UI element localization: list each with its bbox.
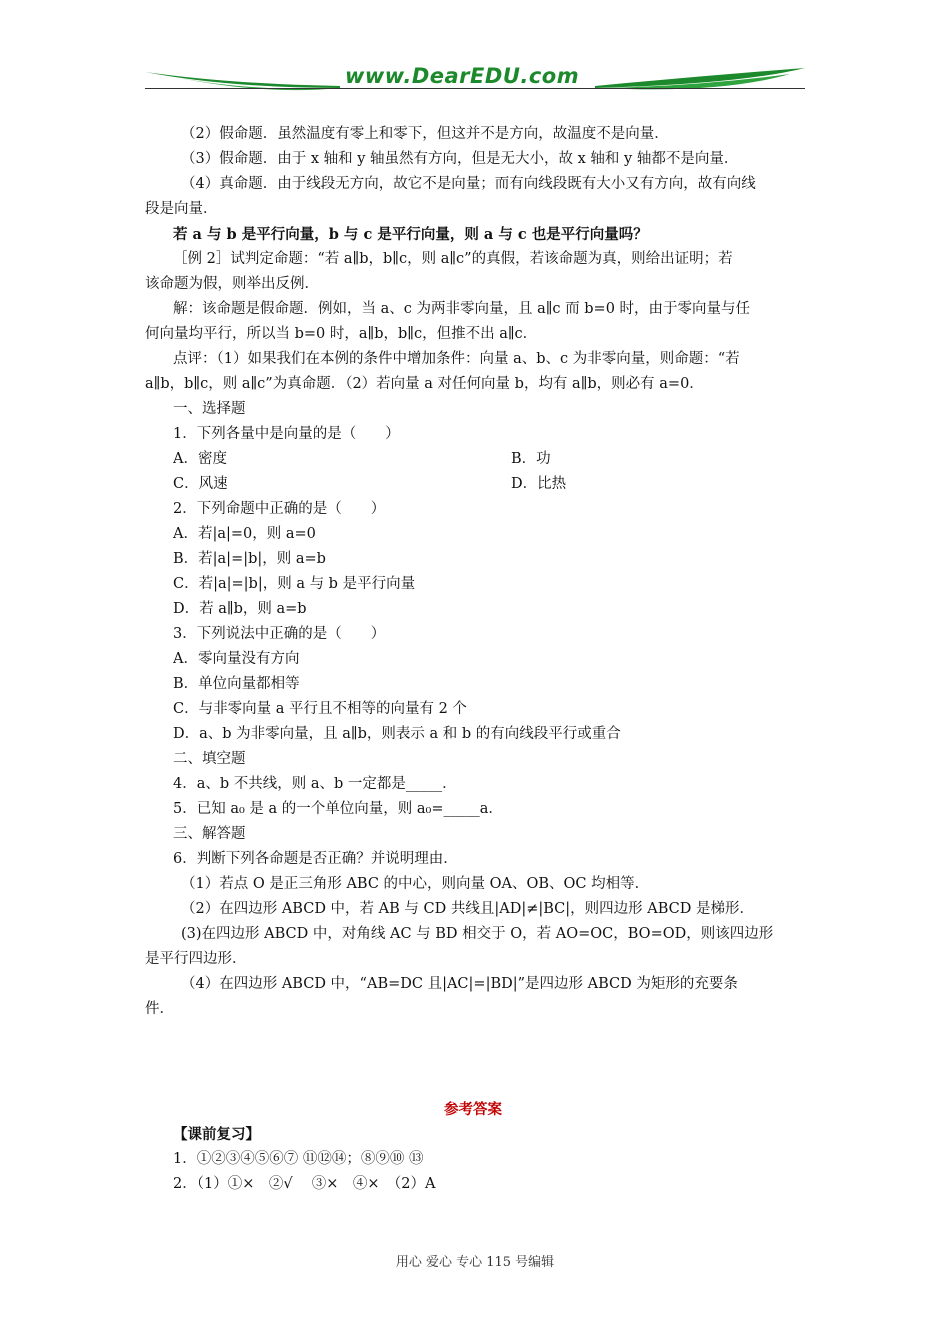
section-heading: 二、填空题: [173, 751, 246, 767]
solution-line: 解：该命题是假命题．例如，当 a、c 为两非零向量，且 a∥c 而 b=0 时，由于零向量与任: [173, 301, 751, 317]
section-heading: 一、选择题: [173, 401, 246, 417]
option: D．比热: [511, 476, 567, 492]
option: C．与非零向量 a 平行且不相等的向量有 2 个: [173, 701, 467, 717]
option-row: [173, 447, 813, 472]
page-footer: 用心 爱心 专心 115 号编辑: [395, 1255, 555, 1270]
document-body: [145, 122, 813, 1022]
text-line: 段是向量．: [145, 201, 218, 217]
option: D．若 a∥b，则 a=b: [173, 601, 307, 617]
option: A．若|a|=0，则 a=0: [173, 526, 316, 542]
text-line: （4）真命题．由于线段无方向，故它不是向量；而有向线段既有大小又有方向，故有向线: [181, 176, 756, 192]
answer-title: 参考答案: [444, 1101, 502, 1118]
option: A．零向量没有方向: [173, 651, 300, 667]
site-logo[interactable]: www.DearEDU.com: [345, 64, 580, 88]
answer-line: 2．（1）①× ②√ ③× ④× （2）A: [173, 1176, 436, 1192]
text-line: （2）假命题．虽然温度有零上和零下，但这并不是方向，故温度不是向量．: [181, 126, 669, 142]
question: 3．下列说法中正确的是（ ）: [173, 626, 386, 642]
sub-question: (3)在四边形 ABCD 中，对角线 AC 与 BD 相交于 O，若 AO=OC，BO=OD，则该四边形: [181, 926, 774, 942]
example-line: 该命题为假，则举出反例．: [145, 276, 319, 292]
answer-section: [173, 1097, 813, 1197]
comment-line: 点评：（1）如果我们在本例的条件中增加条件：向量 a、b、c 为非零向量，则命题：“若: [173, 351, 740, 367]
site-header: [140, 62, 808, 98]
answer-subheading: 【课前复习】: [173, 1126, 260, 1143]
section-heading: 三、解答题: [173, 826, 246, 842]
option: B．若|a|=|b|，则 a=b: [173, 551, 326, 567]
option: A．密度: [173, 451, 227, 467]
comment-line: a∥b，b∥c，则 a∥c”为真命题．（2）若向量 a 对任何向量 b，均有 a∥b，则必有 a=0．: [145, 376, 704, 392]
option: B．功: [511, 451, 551, 467]
answer-line: 1．①②③④⑤⑥⑦ ⑪⑫⑭；⑧⑨⑩ ⑬: [173, 1151, 424, 1167]
header-rule: [145, 88, 805, 89]
sub-question: 是平行四边形．: [145, 951, 247, 967]
option: C．若|a|=|b|，则 a 与 b 是平行向量: [173, 576, 416, 592]
sub-question: （4）在四边形 ABCD 中，“AB=DC 且|AC|=|BD|”是四边形 ABCD 为矩形的充要条: [181, 976, 738, 992]
sub-question: （1）若点 O 是正三角形 ABC 的中心，则向量 OA、OB、OC 均相等．: [181, 876, 650, 892]
question: 2．下列命题中正确的是（ ）: [173, 501, 386, 517]
question: 4．a、b 不共线，则 a、b 一定都是_____．: [173, 776, 457, 792]
option: C．风速: [173, 476, 228, 492]
sub-question: 件．: [145, 1001, 174, 1017]
example-line: ［例 2］试判定命题：“若 a∥b，b∥c，则 a∥c”的真假，若该命题为真，则给出证明；若: [173, 251, 733, 267]
question-heading: 若 a 与 b 是平行向量，b 与 c 是平行向量，则 a 与 c 也是平行向量吗？: [173, 226, 648, 243]
question: 5．已知 a₀ 是 a 的一个单位向量，则 a₀=_____a．: [173, 801, 503, 817]
option: D．a、b 为非零向量，且 a∥b，则表示 a 和 b 的有向线段平行或重合: [173, 726, 621, 742]
text-line: （3）假命题．由于 x 轴和 y 轴虽然有方向，但是无大小，故 x 轴和 y 轴都不是向量．: [181, 151, 739, 167]
option: B．单位向量都相等: [173, 676, 300, 692]
option-row: [173, 472, 813, 497]
sub-question: （2）在四边形 ABCD 中，若 AB 与 CD 共线且|AD|≠|BC|，则四边形 ABCD 是梯形．: [181, 901, 754, 917]
question: 6．判断下列各命题是否正确？并说明理由．: [173, 851, 458, 867]
solution-line: 何向量均平行，所以当 b=0 时，a∥b，b∥c，但推不出 a∥c．: [145, 326, 538, 342]
question: 1．下列各量中是向量的是（ ）: [173, 426, 400, 442]
